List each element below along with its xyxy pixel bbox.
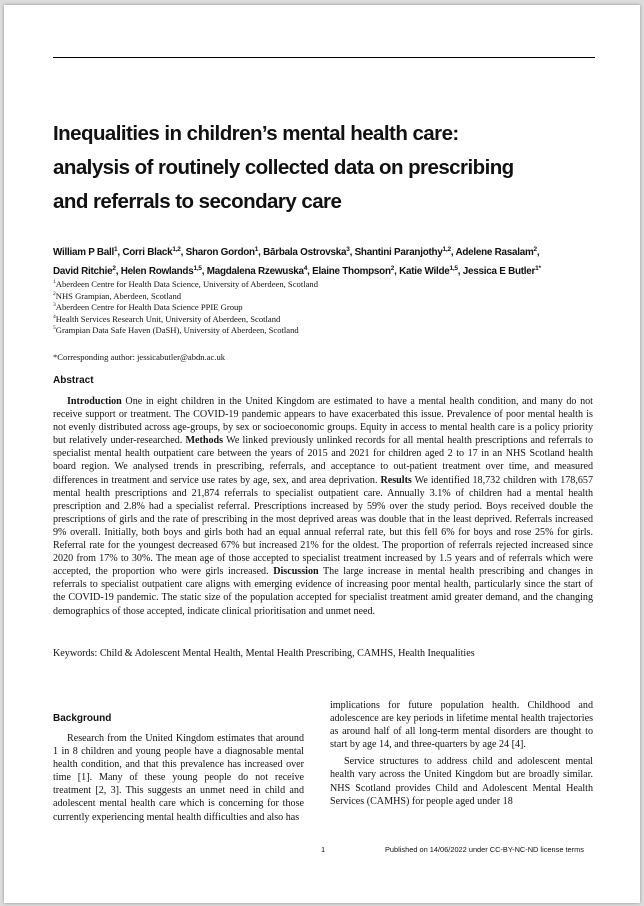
- author-name: Sharon Gordon: [185, 247, 255, 258]
- author-affiliation-marker: 1*: [535, 265, 541, 272]
- author-affiliation-marker: 1: [254, 246, 259, 253]
- author-name: William P Ball: [53, 247, 114, 258]
- author-affiliation-marker: 1,2: [172, 246, 181, 253]
- author-name: Shantini Paranjothy: [354, 247, 443, 258]
- author-name: Elaine Thompson: [312, 266, 391, 277]
- title-line: Inequalities in children’s mental health care:: [53, 122, 459, 145]
- author-separator: ,: [258, 247, 264, 258]
- affiliation-text: NHS Grampian, Aberdeen, Scotland: [55, 290, 182, 301]
- author-separator: ,: [307, 266, 313, 277]
- author-affiliation-marker: 2: [533, 246, 537, 253]
- affiliation-text: Health Services Research Unit, University of Aberdeen, Scotland: [55, 313, 281, 324]
- abstract-methods-label: Methods: [185, 435, 224, 447]
- license-note: Published on 14/06/2022 under CC-BY-NC-ND license terms: [385, 845, 584, 854]
- author-name: Adelene Rasalam: [455, 247, 534, 258]
- author-name: Jessica E Butler: [462, 266, 536, 277]
- abstract-text: [53, 395, 593, 618]
- affiliation-text: Grampian Data Safe Haven (DaSH), University of Aberdeen, Scotland: [55, 325, 299, 335]
- author-name: David Ritchie: [53, 266, 113, 277]
- author-separator: ,: [117, 247, 123, 258]
- affiliation-marker: 1: [53, 279, 56, 285]
- author-affiliation-marker: 4: [303, 265, 308, 272]
- author-separator: ,: [536, 247, 540, 258]
- affiliation: [53, 325, 318, 337]
- right-column: [330, 699, 593, 808]
- affiliations: [53, 279, 318, 337]
- affiliation-text: Aberdeen Centre for Health Data Science, University of Aberdeen, Scotland: [55, 279, 319, 289]
- abstract-results: We identified 18,732 children with 178,657 mental health prescriptions and 21,874 referrals to specialist outpatient care. Annually 3.1% of children had a mental health prescription and 2.8% had a specialist referral. Prescriptions increased by 59% over the study period. Boys received double the prescriptions of girls and the rate of prescribing in the most deprived areas was double that in the least deprived. Referrals increased 9% overall. Initially, both boys and girls both had an equal annual referral rate, but this fell 6% for boys and rose 25% for girls. Referral rate for the youngest decreased 67% but increased 21% for the oldest. The proportion of referrals rejected increased since 2020 from 17% to 30%. The mean age of those accepted to specialist treatment increased by 1.5 years and of referrals which were accepted, the proportion who were girls increased.: [53, 474, 593, 578]
- title-line: analysis of routinely collected data on prescribing: [53, 156, 514, 179]
- author-affiliation-marker: 1,5: [449, 265, 458, 272]
- author-affiliation-marker: 1,2: [442, 246, 451, 253]
- author-separator: ,: [394, 266, 400, 277]
- affiliation-marker: 2: [53, 290, 56, 297]
- abstract-intro: One in eight children in the United Kingdom are estimated to have a mental health condition, and many do not receive support or treatment. The COVID-19 pandemic appears to have exacerbated this issue. Prevalence of poor mental health is not evenly distributed across age-groups, by sex or socioeconomic groups. Equity in access to mental health care is a policy priority but relatively under-researched.: [53, 396, 593, 447]
- author-separator: ,: [115, 266, 121, 277]
- paragraph: implications for future population health. Childhood and adolescence are key periods in lifetime mental health trajectories as around half of all long-term mental disorders are thought to start by age 14, and three-quarters by age 24 [4].: [330, 700, 593, 751]
- author-affiliation-marker: 3: [346, 246, 350, 253]
- affiliation-marker: 3: [53, 302, 56, 308]
- abstract-discussion-label: Discussion: [273, 566, 319, 578]
- abstract-methods: We linked previously unlinked records for all mental health prescriptions and referrals to specialist mental health outpatient care between the years of 2015 and 2021 for children aged 2 to 17 in an NHS Scotland health board region. We analysed trends in prescribing, referrals, and acceptance to out-patient treatment over time, and measured differences in treatment and service use rates by age, sex, and area deprivation.: [53, 435, 593, 486]
- background-heading: Background: [53, 713, 112, 724]
- document-page: [4, 5, 640, 903]
- affiliation-text: Aberdeen Centre for Health Data Science PPIE Group: [55, 302, 243, 312]
- abstract-heading: Abstract: [53, 375, 94, 386]
- author-line: [53, 243, 598, 262]
- author-affiliation-marker: 2: [390, 265, 395, 272]
- author-list: [53, 243, 598, 281]
- page-number: 1: [321, 845, 326, 854]
- author-name: Helen Rowlands: [120, 266, 194, 277]
- author-separator: ,: [450, 247, 456, 258]
- abstract-intro-label: Introduction: [67, 396, 122, 407]
- abstract-results-label: Results: [380, 474, 412, 486]
- author-name: Bārbala Ostrovska: [263, 247, 347, 258]
- author-affiliation-marker: 1: [114, 246, 118, 253]
- left-column: [53, 732, 304, 824]
- paragraph: Service structures to address child and adolescent mental health vary across the United Kingdom but are broadly similar. NHS Scotland provides Child and Adolescent Mental Health Services (CAMHS) for people aged under 18: [330, 756, 593, 807]
- paper-title: [53, 117, 613, 219]
- affiliation: [53, 302, 318, 314]
- author-separator: ,: [180, 247, 186, 258]
- author-name: Corri Black: [122, 247, 173, 258]
- header-rule: [53, 57, 595, 58]
- affiliation: [53, 291, 318, 303]
- author-name: Magdalena Rzewuska: [206, 266, 304, 277]
- paragraph: Research from the United Kingdom estimates that around 1 in 8 children and young people have a diagnosable mental health condition, and that this prevalence has increased over time [1]. Many of these young people do not receive treatment [2, 3]. This suggests an unmet need in child and adolescent mental health care which is concerning for those currently experiencing mental health difficulties and also has: [53, 733, 304, 823]
- affiliation: [53, 279, 318, 291]
- author-affiliation-marker: 2: [112, 265, 116, 272]
- author-name: Katie Wilde: [399, 266, 450, 277]
- affiliation-marker: 4: [53, 313, 56, 320]
- title-line: and referrals to secondary care: [53, 190, 342, 213]
- author-separator: ,: [201, 266, 207, 277]
- author-separator: ,: [349, 247, 355, 258]
- keywords: Keywords: Child & Adolescent Mental Health, Mental Health Prescribing, CAMHS, Health Inequalities: [53, 648, 475, 659]
- author-affiliation-marker: 1,5: [193, 265, 202, 272]
- affiliation-marker: 5: [53, 325, 56, 331]
- abstract-discussion: The large increase in mental health prescribing and changes in referrals to specialist outpatient care aligns with emerging evidence of increasing poor mental health, particularly since the start of the COVID-19 pandemic. The static size of the population accepted for specialist treatment amid greater demand, and the changing demographics of those accepted, indicate clinical prioritisation and unmet need.: [53, 566, 593, 617]
- author-separator: ,: [457, 266, 463, 277]
- corresponding-author: *Corresponding author: jessicabutler@abdn.ac.uk: [53, 352, 226, 362]
- affiliation: [53, 314, 318, 326]
